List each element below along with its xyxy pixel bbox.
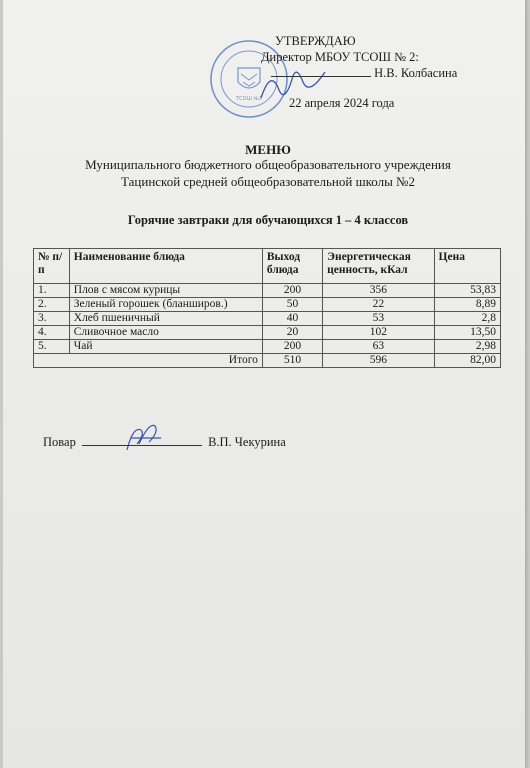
org-name-line1: Муниципального бюджетного общеобразовательного учреждения [85, 157, 451, 172]
header-yield: Выход блюда [262, 249, 322, 284]
cell-dish: Плов с мясом курицы [69, 284, 262, 298]
approval-name-line [261, 65, 457, 81]
table-row [34, 298, 501, 312]
table-total-row [34, 354, 501, 368]
header-num: № п/п [34, 249, 70, 284]
cell-price: 53,83 [434, 284, 500, 298]
cell-price: 2,8 [434, 312, 500, 326]
cell-yield: 200 [262, 284, 322, 298]
svg-text:ТСОШ №2: ТСОШ №2 [236, 96, 262, 102]
cell-yield: 40 [262, 312, 322, 326]
cell-price: 13,50 [434, 326, 500, 340]
approval-block [261, 33, 457, 111]
cell-energy: 22 [323, 298, 434, 312]
approval-name: Н.В. Колбасина [374, 66, 458, 80]
table-header-row [34, 249, 501, 284]
org-name-line2: Тацинской средней общеобразовательной школы №2 [121, 174, 415, 189]
total-label: Итого [34, 354, 263, 368]
cook-block [43, 435, 286, 450]
table-row [34, 284, 501, 298]
cell-yield: 20 [262, 326, 322, 340]
cell-dish: Чай [69, 340, 262, 354]
menu-subtitle: Горячие завтраки для обучающихся 1 – 4 классов [127, 213, 409, 227]
table-row [34, 326, 501, 340]
header-price: Цена [434, 249, 500, 284]
cell-energy: 102 [323, 326, 434, 340]
approval-title: УТВЕРЖДАЮ [275, 34, 356, 48]
total-price: 82,00 [434, 354, 500, 368]
cell-num: 1. [34, 284, 70, 298]
cell-energy: 53 [323, 312, 434, 326]
cell-num: 3. [34, 312, 70, 326]
cell-num: 4. [34, 326, 70, 340]
cell-price: 8,89 [434, 298, 500, 312]
cook-label: Повар [43, 435, 76, 449]
signature-line [271, 66, 371, 77]
cell-dish: Сливочное масло [69, 326, 262, 340]
document-page [3, 0, 525, 768]
approval-date: 22 апреля 2024 года [289, 96, 395, 110]
menu-table [33, 248, 501, 368]
cell-num: 2. [34, 298, 70, 312]
cook-signature-line [82, 435, 202, 446]
header-dish: Наименование блюда [69, 249, 262, 284]
total-yield: 510 [262, 354, 322, 368]
cell-energy: 356 [323, 284, 434, 298]
cell-yield: 200 [262, 340, 322, 354]
total-energy: 596 [323, 354, 434, 368]
page-title: МЕНЮ [245, 142, 291, 157]
approval-position: Директор МБОУ ТСОШ № 2: [261, 50, 419, 64]
cell-energy: 63 [323, 340, 434, 354]
cell-yield: 50 [262, 298, 322, 312]
header-energy: Энергетическая ценность, кКал [323, 249, 434, 284]
cell-price: 2,98 [434, 340, 500, 354]
table-row [34, 312, 501, 326]
cell-num: 5. [34, 340, 70, 354]
cell-dish: Зеленый горошек (бланширов.) [69, 298, 262, 312]
cook-name: В.П. Чекурина [208, 435, 286, 449]
table-row [34, 340, 501, 354]
cell-dish: Хлеб пшеничный [69, 312, 262, 326]
